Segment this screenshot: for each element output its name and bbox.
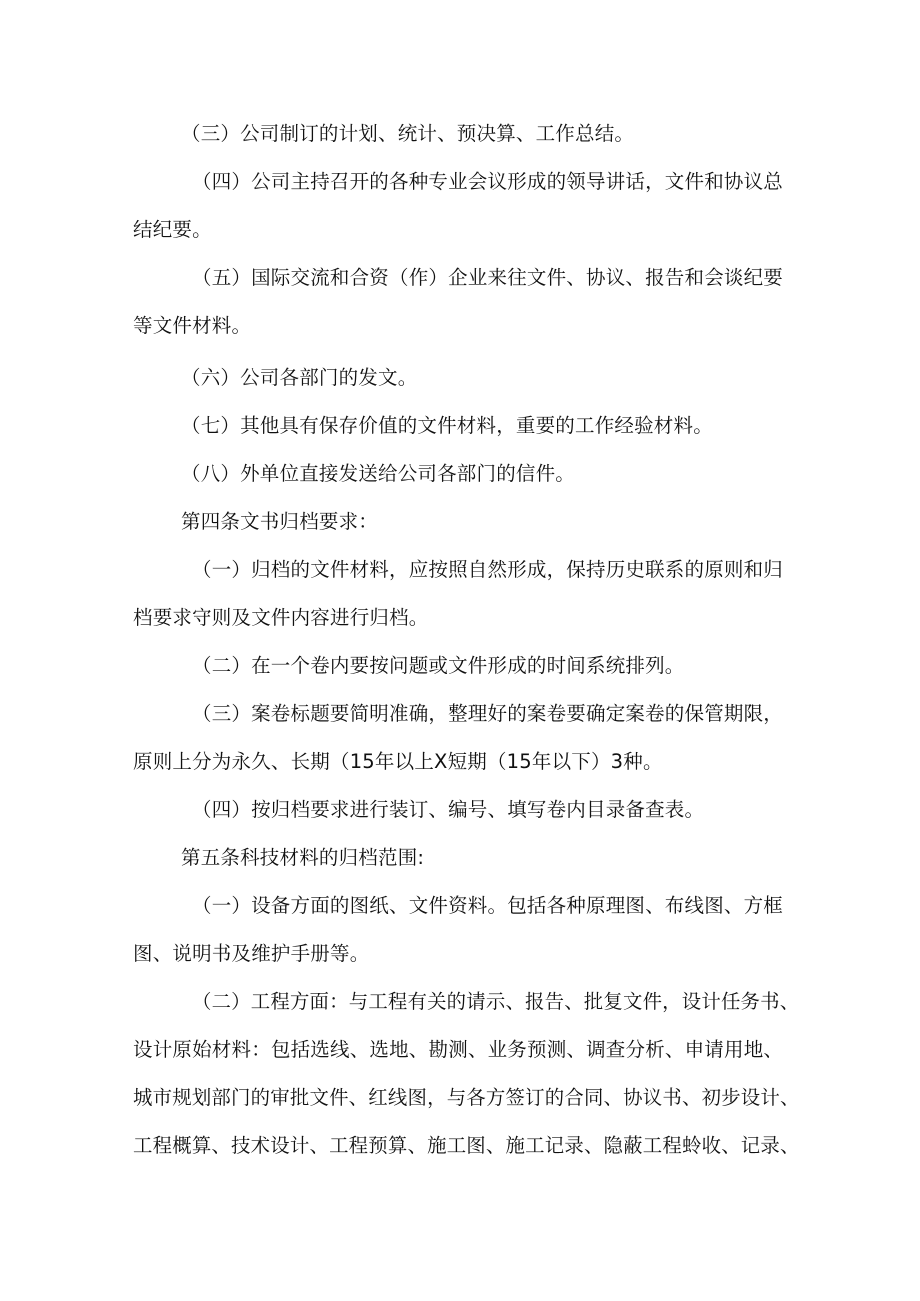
article-5-item-1-line2: 图、说明书及维护手册等。	[133, 942, 370, 965]
article-5-heading: 第五条科技材料的归档范围:	[181, 846, 425, 869]
article-5-item-1-line1: （一）设备方面的图纸、文件资料。包括各种原理图、布线图、方框	[192, 894, 784, 917]
article-5-item-2-line4: 工程概算、技术设计、工程预算、施工图、施工记录、隐蔽工程蛉收、记录、	[133, 1134, 800, 1157]
paragraph-item-4-meetings-line1: （四）公司主持召开的各种专业会议形成的领导讲话，文件和协议总	[192, 170, 784, 193]
paragraph-item-5-international-line2: 等文件材料。	[133, 314, 252, 337]
article-4-item-3-line2: 原则上分为永久、长期（15年以上X短期（15年以下）3种。	[133, 750, 663, 773]
paragraph-item-8-external-letters: （八）外单位直接发送给公司各部门的信件。	[181, 462, 576, 485]
paragraph-item-5-international-line1: （五）国际交流和合资（作）企业来往文件、协议、报告和会谈纪要	[192, 266, 784, 289]
article-4-item-2: （二）在一个卷内要按问题或文件形成的时间系统排列。	[192, 654, 685, 677]
article-4-heading: 第四条文书归档要求：	[181, 510, 379, 533]
paragraph-item-4-meetings-line2: 结纪要。	[133, 218, 212, 241]
article-5-item-2-line2: 设计原始材料：包括选线、选地、勘测、业务预测、调查分析、申请用地、	[133, 1038, 784, 1061]
paragraph-item-7-valuable-materials: （七）其他具有保存价值的文件材料，重要的工作经验材料。	[181, 414, 713, 437]
article-5-item-2-line1: （二）工程方面：与工程有关的请示、报告、批复文件，设计任务书、	[192, 990, 800, 1013]
article-5-item-2-line3: 城市规划部门的审批文件、红线图，与各方签订的合同、协议书、初步设计、	[133, 1086, 800, 1109]
paragraph-item-3-plans: （三）公司制订的计划、统计、预决算、工作总结。	[181, 122, 635, 145]
article-4-item-4: （四）按归档要求进行装订、编号、填写卷内目录备查表。	[192, 798, 705, 821]
paragraph-item-6-dispatches: （六）公司各部门的发文。	[181, 366, 418, 389]
article-4-item-1-line2: 档要求守则及文件内容进行归档。	[133, 606, 429, 629]
article-4-item-1-line1: （一）归档的文件材料，应按照自然形成，保持历史联系的原则和归	[192, 558, 784, 581]
article-4-item-3-line1: （三）案卷标题要简明准确，整理好的案卷要确定案卷的保管期限，	[192, 702, 784, 725]
